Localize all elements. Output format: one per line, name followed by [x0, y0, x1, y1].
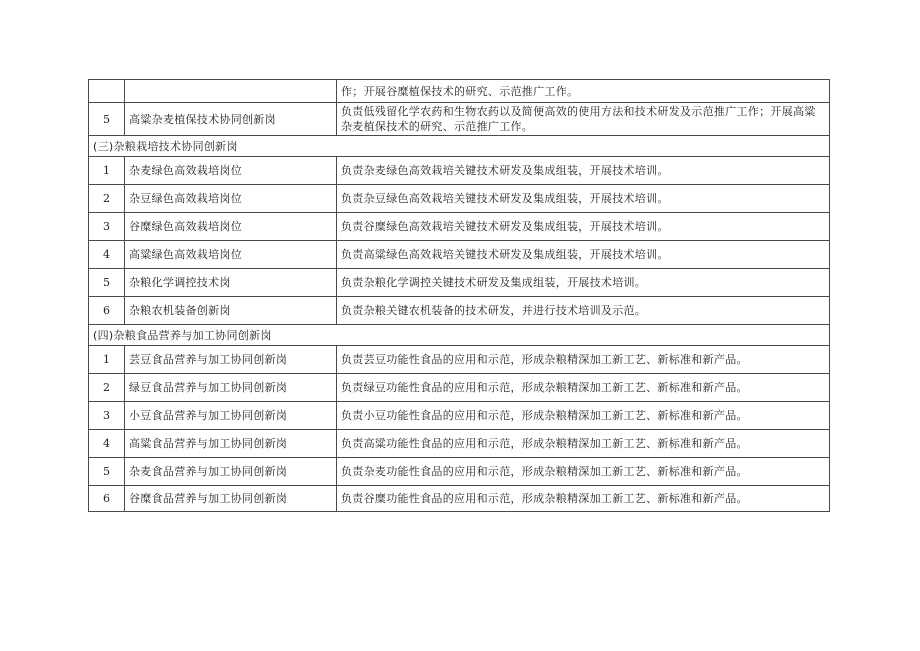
- position-name: 高粱杂麦植保技术协同创新岗: [125, 103, 337, 136]
- position-name: 芸豆食品营养与加工协同创新岗: [125, 346, 337, 374]
- table-row: [89, 157, 830, 185]
- row-number: 5: [89, 458, 125, 486]
- table-row: [89, 458, 830, 486]
- row-number: 4: [89, 241, 125, 269]
- position-description: 负责谷糜绿色高效栽培关键技术研发及集成组装，开展技术培训。: [337, 213, 830, 241]
- position-name: 高粱绿色高效栽培岗位: [125, 241, 337, 269]
- position-description: 负责杂麦功能性食品的应用和示范，形成杂粮精深加工新工艺、新标准和新产品。: [337, 458, 830, 486]
- section-title: (三)杂粮栽培技术协同创新岗: [89, 136, 830, 157]
- row-number: 1: [89, 346, 125, 374]
- table-row: [89, 241, 830, 269]
- position-name: 谷糜绿色高效栽培岗位: [125, 213, 337, 241]
- table-row: [89, 80, 830, 103]
- section-header-row: [89, 136, 830, 157]
- position-name: 杂麦食品营养与加工协同创新岗: [125, 458, 337, 486]
- table-row: [89, 185, 830, 213]
- table-row: [89, 486, 830, 512]
- section-title: (四)杂粮食品营养与加工协同创新岗: [89, 325, 830, 346]
- row-number: 4: [89, 430, 125, 458]
- table-row: [89, 269, 830, 297]
- positions-table: [88, 79, 830, 512]
- row-number: 5: [89, 103, 125, 136]
- position-description: 作；开展谷糜植保技术的研究、示范推广工作。: [337, 80, 830, 103]
- row-number: 3: [89, 402, 125, 430]
- row-number: [89, 80, 125, 103]
- table-row: [89, 374, 830, 402]
- row-number: 3: [89, 213, 125, 241]
- row-number: 6: [89, 297, 125, 325]
- table-row: [89, 297, 830, 325]
- position-description: 负责高粱功能性食品的应用和示范，形成杂粮精深加工新工艺、新标准和新产品。: [337, 430, 830, 458]
- position-name: [125, 80, 337, 103]
- position-description: 负责高粱绿色高效栽培关键技术研发及集成组装，开展技术培训。: [337, 241, 830, 269]
- row-number: 2: [89, 185, 125, 213]
- position-description: 负责杂麦绿色高效栽培关键技术研发及集成组装，开展技术培训。: [337, 157, 830, 185]
- position-description: 负责杂粮化学调控关键技术研发及集成组装，开展技术培训。: [337, 269, 830, 297]
- position-name: 杂豆绿色高效栽培岗位: [125, 185, 337, 213]
- position-description: 负责谷糜功能性食品的应用和示范，形成杂粮精深加工新工艺、新标准和新产品。: [337, 486, 830, 512]
- table-row: [89, 402, 830, 430]
- row-number: 2: [89, 374, 125, 402]
- position-description: 负责小豆功能性食品的应用和示范，形成杂粮精深加工新工艺、新标准和新产品。: [337, 402, 830, 430]
- position-description: 负责低残留化学农药和生物农药以及简便高效的使用方法和技术研发及示范推广工作；开展高粱杂麦植保技术的研究、示范推广工作。: [337, 103, 830, 136]
- row-number: 6: [89, 486, 125, 512]
- table-row: [89, 346, 830, 374]
- position-name: 杂粮化学调控技术岗: [125, 269, 337, 297]
- table-row: [89, 103, 830, 136]
- position-description: 负责绿豆功能性食品的应用和示范，形成杂粮精深加工新工艺、新标准和新产品。: [337, 374, 830, 402]
- row-number: 5: [89, 269, 125, 297]
- row-number: 1: [89, 157, 125, 185]
- position-name: 杂粮农机装备创新岗: [125, 297, 337, 325]
- position-name: 杂麦绿色高效栽培岗位: [125, 157, 337, 185]
- position-description: 负责杂粮关键农机装备的技术研发，并进行技术培训及示范。: [337, 297, 830, 325]
- position-name: 小豆食品营养与加工协同创新岗: [125, 402, 337, 430]
- position-name: 谷糜食品营养与加工协同创新岗: [125, 486, 337, 512]
- position-name: 高粱食品营养与加工协同创新岗: [125, 430, 337, 458]
- position-name: 绿豆食品营养与加工协同创新岗: [125, 374, 337, 402]
- table-row: [89, 213, 830, 241]
- position-description: 负责杂豆绿色高效栽培关键技术研发及集成组装，开展技术培训。: [337, 185, 830, 213]
- section-header-row: [89, 325, 830, 346]
- position-description: 负责芸豆功能性食品的应用和示范，形成杂粮精深加工新工艺、新标准和新产品。: [337, 346, 830, 374]
- table-row: [89, 430, 830, 458]
